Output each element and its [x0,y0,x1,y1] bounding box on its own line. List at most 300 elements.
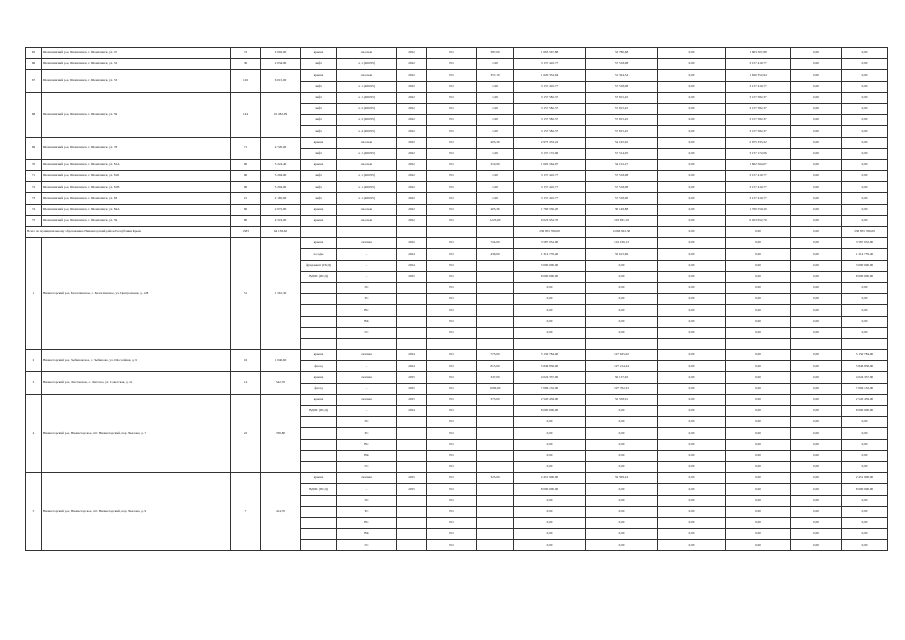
data-cell: – [337,260,397,271]
data-cell: 0,00 [842,529,888,540]
data-cell: 30 149,88 [586,204,658,215]
data-cell: 1,00 [477,59,514,70]
data-cell: 0,00 [791,305,842,316]
data-cell: 1,00 [477,148,514,159]
data-cell: л. 1 (400/05) [337,81,397,92]
data-cell: РО [427,260,477,271]
data-cell: 0,00 [726,394,791,405]
data-cell: ВК [337,529,397,540]
data-cell [397,439,427,450]
table-row [26,394,888,405]
data-cell [477,540,514,551]
data-cell [477,529,514,540]
data-cell [301,495,337,506]
data-cell: 0,00 [791,394,842,405]
address-cell: Шемахинский р-н, Шемахинск, г. Шемахинск, ул. 84А [42,204,231,215]
data-cell: 2022 [397,204,427,215]
data-cell: ВДИС (ПСД) [301,406,337,417]
data-cell: РО [427,428,477,439]
data-cell: 2022 [397,81,427,92]
data-cell: 0,00 [842,461,888,472]
table-row [26,473,888,484]
data-cell: 0,00 [726,361,791,372]
data-cell: 3 157 582,37 [514,103,586,114]
data-cell [397,294,427,305]
data-cell [514,338,586,349]
data-cell [301,517,337,528]
address-cell: Шемахинский р-н, Шемахинск, г. Шемахинск, ул. 81Б [42,171,231,182]
data-cell: 0,00 [842,115,888,126]
area-cell: 5 204,90 [261,171,301,182]
data-cell: РО [427,461,477,472]
data-cell [301,417,337,428]
data-cell: 2 520 459,00 [514,394,586,405]
data-cell: 436,00 [477,249,514,260]
data-cell: 0,00 [658,406,726,417]
total-cell: 4 066 991,30 [586,227,658,238]
data-cell: 3 157 410,77 [726,182,791,193]
data-cell: 0,00 [586,305,658,316]
data-cell: л. 4 (400/05) [337,126,397,137]
data-cell: крыша [301,159,337,170]
data-cell [397,428,427,439]
data-cell [477,417,514,428]
data-cell: 0,00 [842,193,888,204]
data-cell: 57 815,45 [586,115,658,126]
data-cell: 0,00 [658,461,726,472]
data-cell [427,338,477,349]
data-cell: 0,00 [791,92,842,103]
data-cell: РО [427,193,477,204]
data-cell: 3 587 052,90 [514,238,586,249]
data-cell: 0,00 [658,383,726,394]
data-cell: ВС [337,305,397,316]
document-page [25,47,887,583]
total-cell: 0,00 [726,227,791,238]
data-cell: 2024 [397,361,427,372]
data-cell [586,338,658,349]
data-cell: 1 314 776,40 [842,249,888,260]
data-cell: 57 518,08 [586,171,658,182]
data-cell: 54 165,02 [586,137,658,148]
data-cell: 0,00 [842,305,888,316]
data-cell [477,316,514,327]
data-cell [477,461,514,472]
area-cell: 6 015,00 [261,70,301,92]
data-cell: 0,00 [658,204,726,215]
data-cell [477,428,514,439]
table-row [26,372,888,383]
row-number: 65 [26,48,42,59]
row-number: 3 [26,372,42,394]
flats-cell: 144 [231,92,261,137]
data-cell: РО [427,372,477,383]
data-cell: 0,00 [726,517,791,528]
data-cell [477,506,514,517]
data-cell: ВК [337,316,397,327]
data-cell: 0,00 [791,428,842,439]
data-cell [301,506,337,517]
data-cell: РО [427,249,477,260]
data-cell: 57 518,00 [586,193,658,204]
data-cell: 8 000 000,00 [514,406,586,417]
row-number: 67 [26,70,42,92]
data-cell [397,506,427,517]
data-cell: 3 157 410,77 [514,171,586,182]
data-cell: 3 157 410,77 [514,182,586,193]
data-cell: 0,00 [586,495,658,506]
data-cell: 5 846 836,00 [514,361,586,372]
table-row [26,350,888,361]
address-cell: Шемахинский р-н, Шемахинск, г. Шемахинск, ул. 83 [42,193,231,204]
data-cell: 0,00 [586,406,658,417]
address-cell: Шемахинский р-н, Шемахинск, г. Шемахинск, ул. 59 [42,92,231,137]
data-cell: 0,00 [791,439,842,450]
data-cell: 0,00 [726,383,791,394]
data-cell: – [337,484,397,495]
data-cell: 0,00 [791,461,842,472]
data-cell: 6 023 952,70 [514,215,586,226]
data-cell: РО [427,450,477,461]
data-cell: 3 000 000,00 [842,260,888,271]
data-cell: плоская [337,204,397,215]
data-cell: РО [427,103,477,114]
total-area: 64 138,40 [261,227,301,238]
data-cell: 2 520 459,00 [842,394,888,405]
data-cell: лифт [301,92,337,103]
data-cell: 2024 [397,260,427,271]
data-cell [397,282,427,293]
data-cell: 3 157 410,77 [726,59,791,70]
data-cell: 2 451 900,00 [514,473,586,484]
area-cell: 4 720,00 [261,137,301,159]
data-cell: 3 157 410,77 [726,193,791,204]
data-cell: 0,00 [586,327,658,338]
data-cell: 405,36 [477,204,514,215]
data-cell: 773,00 [477,350,514,361]
data-cell [477,260,514,271]
data-cell: РО [427,92,477,103]
data-cell: 0,00 [791,48,842,59]
data-cell: 2024 [397,249,427,260]
address-cell: Нижнеторский р-н, Листовское, с. Листово, ул. Советская, д. 21 [42,372,231,394]
data-cell: плоская [337,159,397,170]
data-cell [791,338,842,349]
data-cell: 2024 [397,406,427,417]
data-cell: 0,00 [658,182,726,193]
data-cell: ЭС [337,417,397,428]
data-cell: 2 451 900,00 [842,473,888,484]
data-cell: 0,00 [658,327,726,338]
data-cell: 3 157 582,37 [514,126,586,137]
data-cell: 0,00 [658,473,726,484]
data-cell: 2022 [397,182,427,193]
data-cell: 0,00 [514,316,586,327]
data-cell: 0,00 [842,439,888,450]
data-cell: 0,00 [842,92,888,103]
row-number: 2 [26,350,42,372]
data-cell [397,417,427,428]
data-cell: 0,00 [658,59,726,70]
data-cell: 0,00 [842,48,888,59]
data-cell: 0,00 [842,294,888,305]
data-cell: 3 157 582,37 [726,92,791,103]
data-cell: 0,00 [726,350,791,361]
flats-cell: 21 [231,193,261,204]
data-cell: 1,00 [477,126,514,137]
table-row [26,204,888,215]
data-cell: 0,00 [726,417,791,428]
data-cell [477,495,514,506]
data-cell: 0,00 [842,540,888,551]
total-cell [427,227,477,238]
address-cell: Нижнеторский р-н, Нижнеторское, пгт. Нижнеторский, пер. Чкалова, д. 7 [42,394,231,472]
data-cell [477,450,514,461]
data-cell: 0,00 [658,350,726,361]
data-cell: лифт [301,182,337,193]
data-cell: 2024 [397,350,427,361]
address-cell: Нижнеторский р-н, Белоглинское, с. Белоглинское, ул. Центральная, д. 128 [42,238,231,350]
data-cell: 0,00 [658,260,726,271]
data-cell: РО [427,204,477,215]
table-row [26,137,888,148]
row-number: 72 [26,182,42,193]
data-cell: 0,00 [514,461,586,472]
data-cell: 57 518,08 [586,59,658,70]
data-cell: 0,00 [842,215,888,226]
data-cell: РО [427,316,477,327]
data-cell: 107 702,23 [586,383,658,394]
data-cell: 405,30 [477,137,514,148]
data-cell: 0,00 [791,193,842,204]
data-cell: 2022 [397,171,427,182]
data-cell: 0,00 [586,417,658,428]
data-cell: 0,00 [842,182,888,193]
data-cell: РО [427,506,477,517]
data-cell: РО [427,417,477,428]
data-cell: 0,00 [726,249,791,260]
flats-cell: 7 [231,473,261,551]
data-cell: РО [427,59,477,70]
data-cell: ТС [337,294,397,305]
data-cell [301,428,337,439]
data-cell: 3 587 052,90 [842,238,888,249]
data-cell: ВС [337,517,397,528]
data-cell: 0,00 [726,495,791,506]
data-cell [397,450,427,461]
total-flats: 1583 [231,227,261,238]
data-cell: РО [427,282,477,293]
data-cell: 0,00 [658,215,726,226]
data-cell: 3 157 410,77 [514,59,586,70]
data-cell: 0,00 [842,103,888,114]
data-cell: 1 620 352,94 [726,70,791,81]
data-cell: 724,00 [477,238,514,249]
data-cell: 0,00 [791,59,842,70]
data-cell: 0,00 [726,450,791,461]
data-cell: 0,00 [726,238,791,249]
data-cell: 3 157 410,77 [514,193,586,204]
data-cell: 0,00 [658,484,726,495]
data-cell: 0,00 [658,148,726,159]
data-cell: 0,00 [791,103,842,114]
data-cell: 0,00 [658,238,726,249]
data-cell: 1 603 567,88 [514,48,586,59]
data-cell: 2022 [397,48,427,59]
data-cell: 0,00 [791,350,842,361]
data-cell: 127 214,24 [586,361,658,372]
flats-cell: 71 [231,137,261,159]
data-cell [397,316,427,327]
data-cell: 0,00 [586,529,658,540]
data-cell [397,305,427,316]
data-cell: 0,00 [726,327,791,338]
data-cell: 0,00 [726,506,791,517]
data-cell: – [337,271,397,282]
data-cell: 8 000 000,00 [514,484,586,495]
data-cell: 2022 [397,215,427,226]
area-cell: 706,80 [261,394,301,472]
data-cell: РО [427,361,477,372]
data-cell: 0,00 [658,282,726,293]
data-cell: – [337,249,397,260]
data-cell: 0,00 [791,540,842,551]
data-cell: РО [427,159,477,170]
data-cell: лифт [301,115,337,126]
total-cell: 0,00 [658,227,726,238]
data-cell: 1,00 [477,103,514,114]
data-cell: 0,00 [586,450,658,461]
data-cell: 0,00 [586,540,658,551]
data-cell: 0,00 [658,361,726,372]
data-cell: 8 000 000,00 [842,406,888,417]
area-cell: 1 046,60 [261,350,301,372]
data-cell: 5 150 784,00 [842,350,888,361]
capital-repair-table [25,47,888,551]
data-cell: фундамент (ПСД) [301,260,337,271]
data-cell: 1 760 550,20 [726,204,791,215]
data-cell: РО [427,439,477,450]
data-cell: 103 831,19 [586,215,658,226]
data-cell: 3 157 172,06 [514,148,586,159]
data-cell: 0,00 [791,495,842,506]
address-cell: Шемахинский р-н, Шемахинск, г. Шемахинск, ул. 78 [42,137,231,159]
data-cell [301,338,337,349]
data-cell: 0,00 [791,372,842,383]
data-cell: 0,00 [514,417,586,428]
area-cell: 2 034,90 [261,59,301,70]
data-cell: 57 518,08 [586,81,658,92]
data-cell: РО [427,529,477,540]
data-cell: лифт [301,148,337,159]
data-cell: 1,00 [477,115,514,126]
data-cell: 0,00 [842,159,888,170]
flats-cell: 90 [231,182,261,193]
data-cell: 2025 [397,394,427,405]
data-cell: скатная [337,473,397,484]
data-cell: плоская [337,70,397,81]
data-cell: крыша [301,48,337,59]
data-cell: 1 620 352,94 [514,70,586,81]
area-cell: 1 561,30 [261,238,301,350]
data-cell: 1009,00 [477,383,514,394]
data-cell: 8 000 000,00 [514,271,586,282]
data-cell: 0,00 [791,473,842,484]
data-cell: 0,00 [658,372,726,383]
data-cell: 0,00 [726,294,791,305]
data-cell: 325,00 [477,473,514,484]
data-cell: ГС [337,327,397,338]
data-cell: 357,10 [477,70,514,81]
data-cell: скатная [337,238,397,249]
data-cell: 0,00 [586,294,658,305]
area-cell: 4 519,00 [261,215,301,226]
data-cell: РО [427,484,477,495]
data-cell: 1,00 [477,81,514,92]
flats-cell: 90 [231,171,261,182]
data-cell: – [337,361,397,372]
data-cell: РО [427,327,477,338]
row-number: 75 [26,215,42,226]
data-cell: крыша [301,473,337,484]
data-cell [301,316,337,327]
data-cell: 34 152,27 [586,159,658,170]
data-cell: 2025 [397,271,427,282]
data-cell [301,327,337,338]
data-cell: 3 157 582,37 [726,103,791,114]
data-cell: 0,00 [658,294,726,305]
data-cell [726,338,791,349]
data-cell: 32 558,01 [586,394,658,405]
data-cell: 0,00 [514,439,586,450]
data-cell: ВДИС (ПСД) [301,484,337,495]
data-cell: РО [427,294,477,305]
data-cell: РО [427,148,477,159]
data-cell: 0,00 [586,517,658,528]
data-cell: 6 023 952,70 [726,215,791,226]
data-cell [397,327,427,338]
flats-cell: 16 [231,350,261,372]
data-cell: 0,00 [658,159,726,170]
data-cell: 0,00 [658,517,726,528]
address-cell: Нижнеторский р-н, Нижнеторское, пгт. Нижнеторский, пер. Чкалова, д. 9 [42,473,231,551]
data-cell: скатная [337,394,397,405]
data-cell: 31 324,54 [586,70,658,81]
data-cell: 32 615,69 [586,249,658,260]
data-cell: 0,00 [726,473,791,484]
data-cell: 0,00 [658,249,726,260]
data-cell: крыша [301,350,337,361]
data-cell: лифт [301,171,337,182]
data-cell: 2022 [397,115,427,126]
data-cell [301,450,337,461]
data-cell: 5 150 784,00 [514,350,586,361]
table-row [26,70,888,81]
data-cell: 2 975 333,22 [514,137,586,148]
data-cell: 0,00 [791,327,842,338]
data-cell: 0,00 [791,159,842,170]
data-cell: РО [427,350,477,361]
data-cell: 0,00 [658,137,726,148]
address-cell: Шемахинский р-н, Шемахинск, г. Шемахинск, ул. 81В [42,182,231,193]
data-cell: 0,00 [586,282,658,293]
data-cell: 0,00 [658,193,726,204]
data-cell: 5 846 836,00 [842,361,888,372]
data-cell: ВДИС (ПСД) [301,271,337,282]
total-cell: 0,00 [791,227,842,238]
data-cell: 0,00 [658,428,726,439]
data-cell: 0,00 [791,249,842,260]
